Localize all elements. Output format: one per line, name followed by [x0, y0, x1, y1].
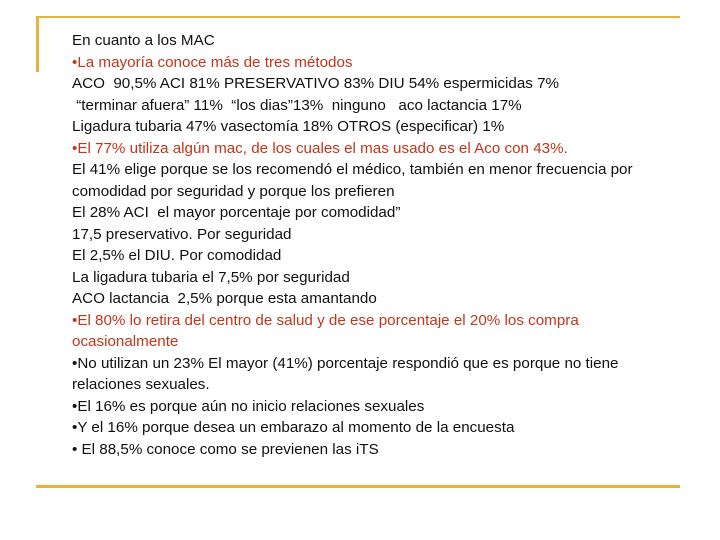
text-body: [72, 30, 672, 460]
text-line: ACO 90,5% ACI 81% PRESERVATIVO 83% DIU 54% espermicidas 7%: [72, 75, 560, 92]
text-line: En cuanto a los MAC: [72, 32, 215, 49]
text-line-highlight: •El 80% lo retira del centro de salud y de ese porcentaje el 20% los compra ocasionalmente: [72, 311, 584, 350]
text-line: •No utilizan un 23% El mayor (41%) porcentaje respondió que es porque no tiene relaciones sexuales.: [72, 354, 623, 393]
accent-line-top: [36, 16, 680, 18]
text-line: Ligadura tubaria 47% vasectomía 18% OTROS (especificar) 1%: [72, 118, 505, 135]
text-line: 17,5 preservativo. Por seguridad: [72, 225, 292, 243]
text-line: El 28% ACI el mayor porcentaje por comodidad”: [72, 204, 401, 221]
text-line: •El 16% es porque aún no inicio relaciones sexuales: [72, 397, 425, 415]
text-line: ACO lactancia 2,5% porque esta amantando: [72, 290, 377, 307]
text-line: •Y el 16% porque desea un embarazo al momento de la encuesta: [72, 419, 515, 436]
accent-line-left: [36, 16, 39, 72]
text-line-highlight: •El 77% utiliza algún mac, de los cuales el mas usado es el Aco con 43%.: [72, 139, 568, 157]
text-line: “terminar afuera” 11% “los dias”13% ninguno aco lactancia 17%: [72, 96, 522, 114]
text-line: • El 88,5% conoce como se previenen las iTS: [72, 440, 379, 458]
text-line: El 41% elige porque se los recomendó el médico, también en menor frecuencia por comodidad por seguridad y porque los prefieren: [72, 161, 637, 200]
text-line-highlight: •La mayoría conoce más de tres métodos: [72, 53, 353, 71]
accent-line-bottom: [36, 485, 680, 488]
text-line: El 2,5% el DIU. Por comodidad: [72, 247, 282, 264]
text-line: La ligadura tubaria el 7,5% por seguridad: [72, 268, 350, 286]
